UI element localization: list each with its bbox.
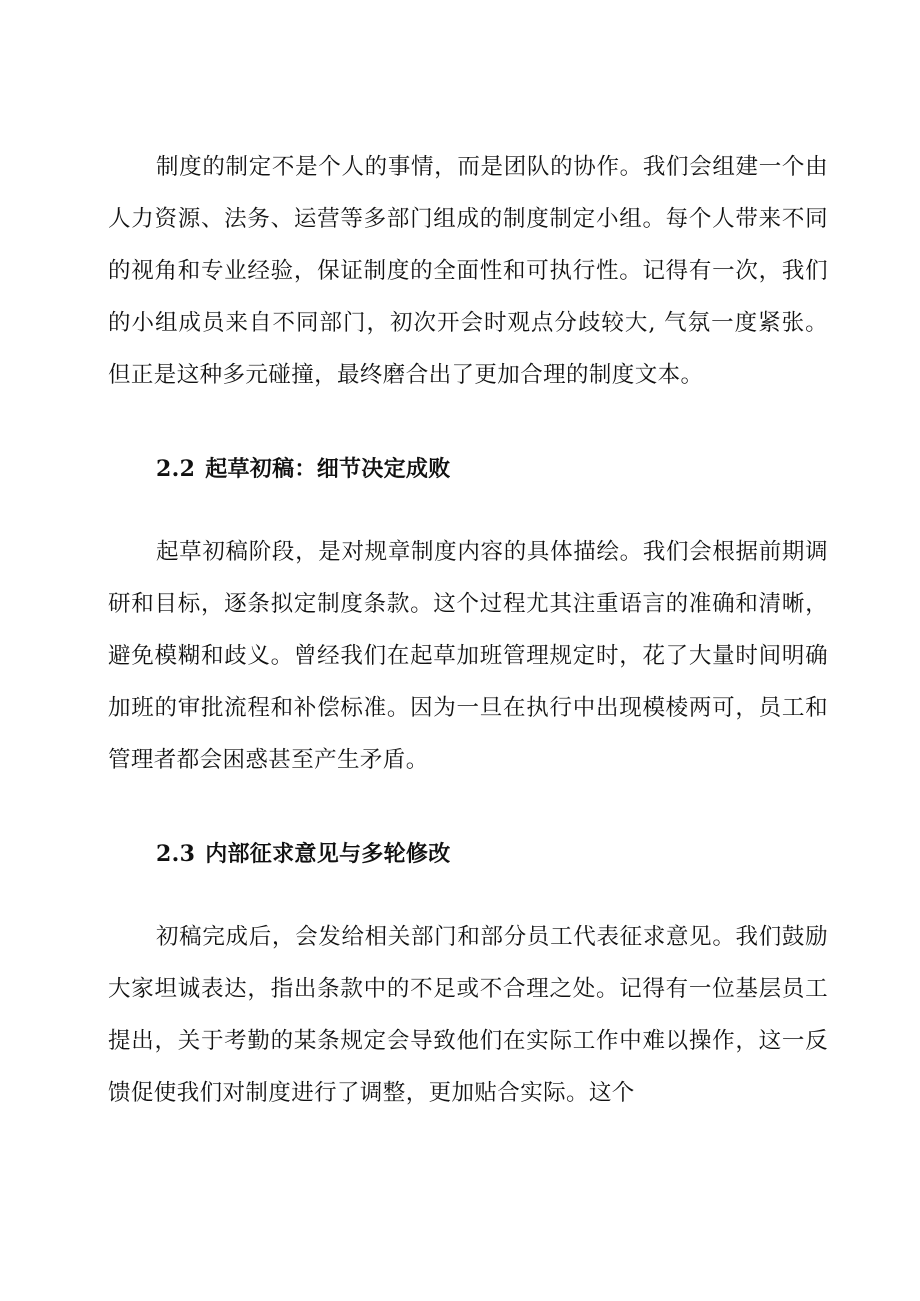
section-heading-2-3 xyxy=(108,828,828,881)
document-body xyxy=(108,141,828,1119)
paragraph-team-collaboration: 制度的制定不是个人的事情，而是团队的协作。我们会组建一个由人力资源、法务、运营等多部门组成的制度制定小组。每个人带来不同的视角和专业经验，保证制度的全面性和可执行性。记得有一次，我们的小组成员来自不同部门，初次开会时观点分歧较大, 气氛一度紧张。但正是这种多元碰撞，最终磨合出了更加合理的制度文本。 xyxy=(108,154,828,388)
spacer xyxy=(108,496,828,526)
section-heading-2-2 xyxy=(108,443,828,496)
section-title: 起草初稿：细节决定成败 xyxy=(205,457,451,482)
spacer xyxy=(108,786,828,828)
section-number: 2.3 xyxy=(156,841,196,867)
paragraph-internal-feedback: 初稿完成后，会发给相关部门和部分员工代表征求意见。我们鼓励大家坦诚表达，指出条款中的不足或不合理之处。记得有一位基层员工提出，关于考勤的某条规定会导致他们在实际工作中难以操作，这一反馈促使我们对制度进行了调整，更加贴合实际。这个 xyxy=(108,924,828,1106)
section-title: 内部征求意见与多轮修改 xyxy=(205,842,451,867)
spacer xyxy=(108,401,828,443)
section-number: 2.2 xyxy=(156,456,196,482)
paragraph-drafting: 起草初稿阶段，是对规章制度内容的具体描绘。我们会根据前期调研和目标，逐条拟定制度条款。这个过程尤其注重语言的准确和清晰，避免模糊和歧义。曾经我们在起草加班管理规定时，花了大量时间明确加班的审批流程和补偿标准。因为一旦在执行中出现模棱两可，员工和管理者都会困惑甚至产生矛盾。 xyxy=(108,539,828,773)
spacer xyxy=(108,881,828,911)
